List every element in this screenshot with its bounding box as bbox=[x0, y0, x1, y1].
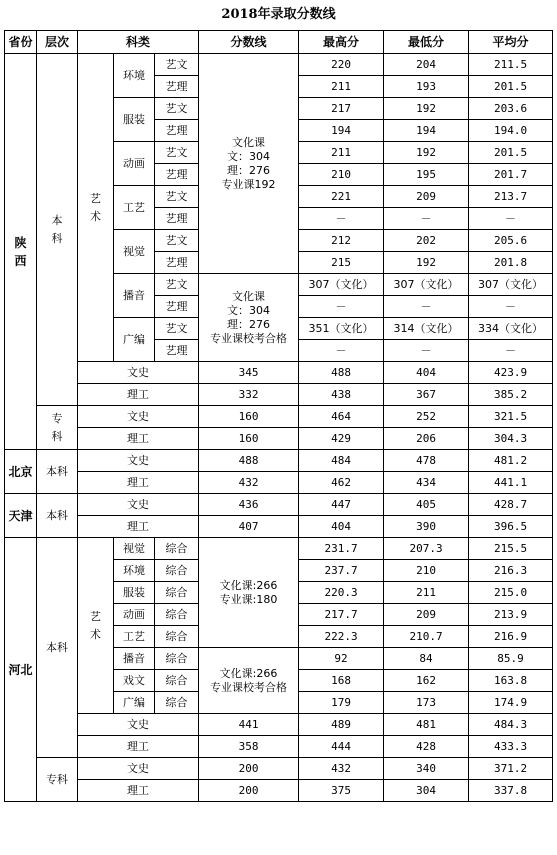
avg-cell: 215.0 bbox=[469, 582, 553, 604]
avg-cell: 484.3 bbox=[469, 714, 553, 736]
max-cell: 375 bbox=[299, 780, 384, 802]
major-guangbian: 广编 bbox=[114, 318, 155, 362]
max-cell: 179 bbox=[299, 692, 384, 714]
level-benke: 本科 bbox=[37, 538, 78, 758]
subtype: 综合 bbox=[155, 560, 199, 582]
avg-cell: 174.9 bbox=[469, 692, 553, 714]
max-cell: 211 bbox=[299, 142, 384, 164]
subtype: 艺理 bbox=[155, 208, 199, 230]
avg-cell: 423.9 bbox=[469, 362, 553, 384]
avg-cell: － bbox=[469, 340, 553, 362]
min-cell: 340 bbox=[384, 758, 469, 780]
avg-cell: 213.7 bbox=[469, 186, 553, 208]
page-title: 2018年录取分数线 bbox=[221, 7, 336, 22]
avg-cell: 85.9 bbox=[469, 648, 553, 670]
major-boyin: 播音 bbox=[114, 648, 155, 670]
level-benke: 本科 bbox=[37, 450, 78, 494]
min-cell: 207.3 bbox=[384, 538, 469, 560]
category-ligong: 理工 bbox=[78, 428, 199, 450]
max-cell: 429 bbox=[299, 428, 384, 450]
avg-cell: 215.5 bbox=[469, 538, 553, 560]
subtype: 艺文 bbox=[155, 318, 199, 340]
max-cell: 92 bbox=[299, 648, 384, 670]
table-row bbox=[5, 54, 553, 76]
subtype: 艺文 bbox=[155, 230, 199, 252]
max-cell: 217 bbox=[299, 98, 384, 120]
major-fuzhuang: 服装 bbox=[114, 98, 155, 142]
avg-cell: 205.6 bbox=[469, 230, 553, 252]
max-cell: 231.7 bbox=[299, 538, 384, 560]
category-wenshi: 文史 bbox=[78, 406, 199, 428]
avg-cell: 211.5 bbox=[469, 54, 553, 76]
avg-cell: 337.8 bbox=[469, 780, 553, 802]
subtype: 艺文 bbox=[155, 274, 199, 296]
min-cell: 204 bbox=[384, 54, 469, 76]
category-wenshi: 文史 bbox=[78, 362, 199, 384]
max-cell: 432 bbox=[299, 758, 384, 780]
cutoff-cell: 文化课 文：304 理：276 专业课校考合格 bbox=[199, 274, 299, 362]
max-cell: 168 bbox=[299, 670, 384, 692]
subtype: 艺理 bbox=[155, 340, 199, 362]
category-wenshi: 文史 bbox=[78, 758, 199, 780]
table-row bbox=[5, 428, 553, 450]
avg-cell: 201.8 bbox=[469, 252, 553, 274]
min-cell: 192 bbox=[384, 98, 469, 120]
avg-cell: 481.2 bbox=[469, 450, 553, 472]
max-cell: 438 bbox=[299, 384, 384, 406]
avg-cell: 201.5 bbox=[469, 142, 553, 164]
table-row bbox=[5, 494, 553, 516]
table-row bbox=[5, 758, 553, 780]
avg-cell: － bbox=[469, 208, 553, 230]
min-cell: 210.7 bbox=[384, 626, 469, 648]
avg-cell: 201.5 bbox=[469, 76, 553, 98]
table-row bbox=[5, 362, 553, 384]
cutoff-cell: 407 bbox=[199, 516, 299, 538]
cutoff-cell: 441 bbox=[199, 714, 299, 736]
avg-cell: 203.6 bbox=[469, 98, 553, 120]
max-cell: 215 bbox=[299, 252, 384, 274]
level-zhuanke: 专 科 bbox=[37, 406, 78, 450]
max-cell: 444 bbox=[299, 736, 384, 758]
min-cell: 84 bbox=[384, 648, 469, 670]
avg-cell: 371.2 bbox=[469, 758, 553, 780]
subtype: 艺理 bbox=[155, 76, 199, 98]
header-avg: 平均分 bbox=[469, 31, 553, 54]
avg-cell: 433.3 bbox=[469, 736, 553, 758]
major-gongyi: 工艺 bbox=[114, 626, 155, 648]
province-tianjin: 天津 bbox=[5, 494, 37, 538]
header-level: 层次 bbox=[37, 31, 78, 54]
min-cell: 210 bbox=[384, 560, 469, 582]
min-cell: 192 bbox=[384, 142, 469, 164]
max-cell: 462 bbox=[299, 472, 384, 494]
category-wenshi: 文史 bbox=[78, 450, 199, 472]
major-shijue: 视觉 bbox=[114, 538, 155, 560]
avg-cell: 307（文化） bbox=[469, 274, 553, 296]
min-cell: － bbox=[384, 340, 469, 362]
avg-cell: 213.9 bbox=[469, 604, 553, 626]
min-cell: 209 bbox=[384, 604, 469, 626]
table-row bbox=[5, 472, 553, 494]
subtype: 艺文 bbox=[155, 98, 199, 120]
min-cell: 434 bbox=[384, 472, 469, 494]
min-cell: 252 bbox=[384, 406, 469, 428]
avg-cell: 321.5 bbox=[469, 406, 553, 428]
category-ligong: 理工 bbox=[78, 736, 199, 758]
level-zhuanke: 专科 bbox=[37, 758, 78, 802]
level-benke: 本 科 bbox=[37, 54, 78, 406]
min-cell: 206 bbox=[384, 428, 469, 450]
avg-cell: － bbox=[469, 296, 553, 318]
major-fuzhuang: 服装 bbox=[114, 582, 155, 604]
avg-cell: 441.1 bbox=[469, 472, 553, 494]
subtype: 综合 bbox=[155, 692, 199, 714]
min-cell: 428 bbox=[384, 736, 469, 758]
table-row bbox=[5, 406, 553, 428]
province-hebei: 河北 bbox=[5, 538, 37, 802]
max-cell: － bbox=[299, 296, 384, 318]
cutoff-cell: 436 bbox=[199, 494, 299, 516]
subtype: 综合 bbox=[155, 648, 199, 670]
max-cell: 194 bbox=[299, 120, 384, 142]
level-benke: 本科 bbox=[37, 494, 78, 538]
min-cell: － bbox=[384, 296, 469, 318]
min-cell: 173 bbox=[384, 692, 469, 714]
max-cell: 217.7 bbox=[299, 604, 384, 626]
art-label: 艺 术 bbox=[78, 538, 114, 714]
table-row bbox=[5, 780, 553, 802]
category-ligong: 理工 bbox=[78, 516, 199, 538]
avg-cell: 428.7 bbox=[469, 494, 553, 516]
category-wenshi: 文史 bbox=[78, 714, 199, 736]
cutoff-cell: 488 bbox=[199, 450, 299, 472]
min-cell: 367 bbox=[384, 384, 469, 406]
max-cell: 464 bbox=[299, 406, 384, 428]
major-shijue: 视觉 bbox=[114, 230, 155, 274]
max-cell: 484 bbox=[299, 450, 384, 472]
min-cell: 404 bbox=[384, 362, 469, 384]
category-ligong: 理工 bbox=[78, 780, 199, 802]
table-row bbox=[5, 714, 553, 736]
major-boyin: 播音 bbox=[114, 274, 155, 318]
subtype: 艺理 bbox=[155, 120, 199, 142]
subtype: 综合 bbox=[155, 538, 199, 560]
cutoff-cell: 432 bbox=[199, 472, 299, 494]
max-cell: 488 bbox=[299, 362, 384, 384]
cutoff-cell: 200 bbox=[199, 758, 299, 780]
score-table bbox=[4, 30, 553, 802]
major-huanjing: 环境 bbox=[114, 54, 155, 98]
header-province: 省份 bbox=[5, 31, 37, 54]
cutoff-cell: 160 bbox=[199, 428, 299, 450]
min-cell: 192 bbox=[384, 252, 469, 274]
header-cutoff: 分数线 bbox=[199, 31, 299, 54]
avg-cell: 201.7 bbox=[469, 164, 553, 186]
min-cell: 405 bbox=[384, 494, 469, 516]
table-row bbox=[5, 516, 553, 538]
subtype: 综合 bbox=[155, 626, 199, 648]
max-cell: 210 bbox=[299, 164, 384, 186]
min-cell: 478 bbox=[384, 450, 469, 472]
min-cell: 195 bbox=[384, 164, 469, 186]
max-cell: 221 bbox=[299, 186, 384, 208]
max-cell: 351（文化） bbox=[299, 318, 384, 340]
header-max: 最高分 bbox=[299, 31, 384, 54]
table-row bbox=[5, 450, 553, 472]
max-cell: － bbox=[299, 208, 384, 230]
max-cell: 237.7 bbox=[299, 560, 384, 582]
min-cell: 209 bbox=[384, 186, 469, 208]
avg-cell: 216.3 bbox=[469, 560, 553, 582]
cutoff-cell: 358 bbox=[199, 736, 299, 758]
min-cell: 481 bbox=[384, 714, 469, 736]
subtype: 艺理 bbox=[155, 164, 199, 186]
max-cell: 404 bbox=[299, 516, 384, 538]
cutoff-cell: 160 bbox=[199, 406, 299, 428]
subtype: 艺理 bbox=[155, 296, 199, 318]
cutoff-cell: 345 bbox=[199, 362, 299, 384]
table-row bbox=[5, 736, 553, 758]
subtype: 艺文 bbox=[155, 186, 199, 208]
max-cell: 307（文化） bbox=[299, 274, 384, 296]
major-xiwen: 戏文 bbox=[114, 670, 155, 692]
art-label: 艺 术 bbox=[78, 54, 114, 362]
category-ligong: 理工 bbox=[78, 472, 199, 494]
avg-cell: 304.3 bbox=[469, 428, 553, 450]
min-cell: 304 bbox=[384, 780, 469, 802]
min-cell: 211 bbox=[384, 582, 469, 604]
header-category: 科类 bbox=[78, 31, 199, 54]
cutoff-cell: 332 bbox=[199, 384, 299, 406]
avg-cell: 163.8 bbox=[469, 670, 553, 692]
subtype: 综合 bbox=[155, 670, 199, 692]
avg-cell: 194.0 bbox=[469, 120, 553, 142]
category-wenshi: 文史 bbox=[78, 494, 199, 516]
major-donghua: 动画 bbox=[114, 142, 155, 186]
max-cell: 220 bbox=[299, 54, 384, 76]
cutoff-cell: 文化课 文：304 理：276 专业课192 bbox=[199, 54, 299, 274]
header-row bbox=[5, 31, 553, 54]
major-guangbian: 广编 bbox=[114, 692, 155, 714]
subtype: 综合 bbox=[155, 582, 199, 604]
cutoff-cell: 文化课:266 专业课校考合格 bbox=[199, 648, 299, 714]
min-cell: 162 bbox=[384, 670, 469, 692]
table-row bbox=[5, 384, 553, 406]
max-cell: 212 bbox=[299, 230, 384, 252]
avg-cell: 334（文化） bbox=[469, 318, 553, 340]
max-cell: 489 bbox=[299, 714, 384, 736]
avg-cell: 396.5 bbox=[469, 516, 553, 538]
avg-cell: 385.2 bbox=[469, 384, 553, 406]
cutoff-cell: 文化课:266 专业课:180 bbox=[199, 538, 299, 648]
province-shaanxi: 陕 西 bbox=[5, 54, 37, 450]
subtype: 艺文 bbox=[155, 54, 199, 76]
max-cell: 222.3 bbox=[299, 626, 384, 648]
major-donghua: 动画 bbox=[114, 604, 155, 626]
category-ligong: 理工 bbox=[78, 384, 199, 406]
min-cell: 194 bbox=[384, 120, 469, 142]
major-gongyi: 工艺 bbox=[114, 186, 155, 230]
min-cell: 193 bbox=[384, 76, 469, 98]
max-cell: 220.3 bbox=[299, 582, 384, 604]
province-beijing: 北京 bbox=[5, 450, 37, 494]
subtype: 综合 bbox=[155, 604, 199, 626]
subtype: 艺理 bbox=[155, 252, 199, 274]
min-cell: － bbox=[384, 208, 469, 230]
major-huanjing: 环境 bbox=[114, 560, 155, 582]
subtype: 艺文 bbox=[155, 142, 199, 164]
max-cell: 211 bbox=[299, 76, 384, 98]
table-row bbox=[5, 538, 553, 560]
min-cell: 314（文化） bbox=[384, 318, 469, 340]
max-cell: 447 bbox=[299, 494, 384, 516]
min-cell: 202 bbox=[384, 230, 469, 252]
min-cell: 390 bbox=[384, 516, 469, 538]
min-cell: 307（文化） bbox=[384, 274, 469, 296]
max-cell: － bbox=[299, 340, 384, 362]
cutoff-cell: 200 bbox=[199, 780, 299, 802]
header-min: 最低分 bbox=[384, 31, 469, 54]
avg-cell: 216.9 bbox=[469, 626, 553, 648]
